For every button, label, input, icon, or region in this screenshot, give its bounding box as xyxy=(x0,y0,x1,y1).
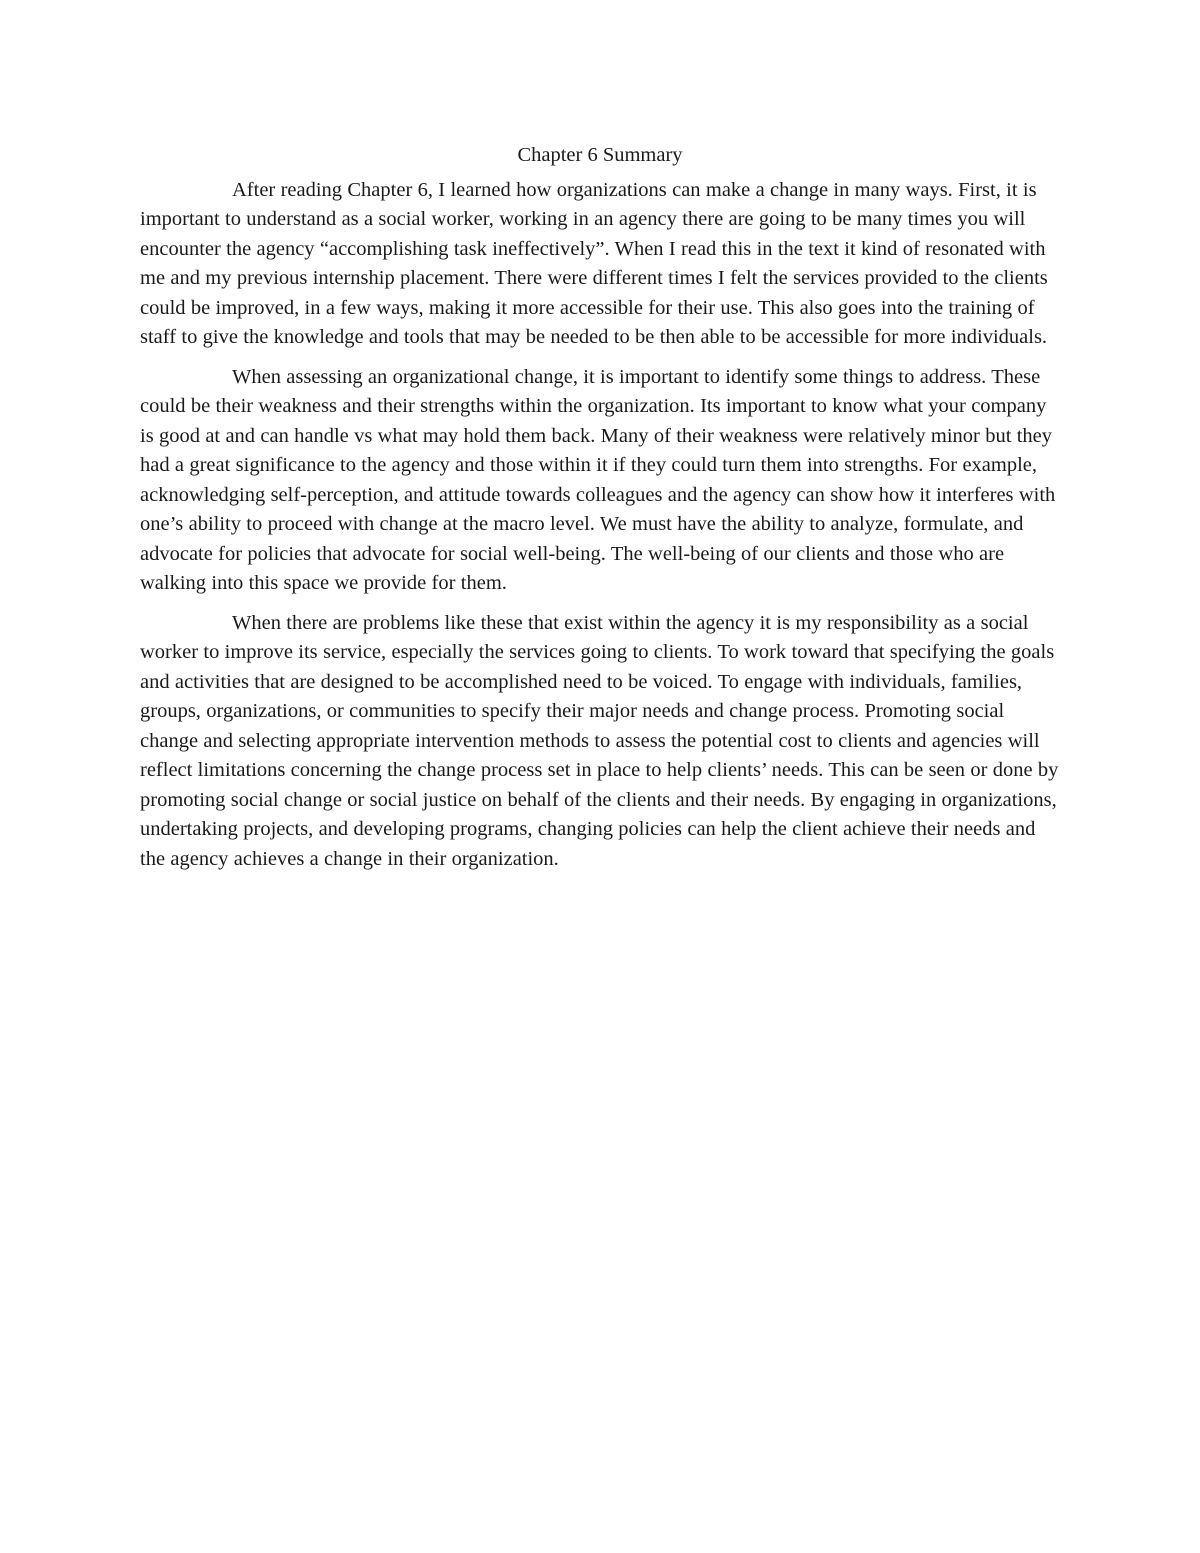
document-title: Chapter 6 Summary xyxy=(517,144,683,166)
paragraph-2: When assessing an organizational change, it is important to identify some things to address. These could be their weakness and their strengths within the organization. Its important to know what your company is good at and can handle vs what may hold them back. Many of their weakness were relatively minor but they had a great significance to the agency and those within it if they could turn them into strengths. For example, acknowledging self-perception, and attitude towards colleagues and the agency can show how it interferes with one’s ability to proceed with change at the macro level. We must have the ability to analyze, formulate, and advocate for policies that advocate for social well-being. The well-being of our clients and those who are walking into this space we provide for them. xyxy=(140,365,1056,594)
document-body xyxy=(140,141,1060,884)
paragraph-3: When there are problems like these that exist within the agency it is my responsibility as a social worker to improve its service, especially the services going to clients. To work toward that specifying the goals and activities that are designed to be accomplished need to be voiced. To engage with individuals, families, groups, organizations, or communities to specify their major needs and change process. Promoting social change and selecting appropriate intervention methods to assess the potential cost to clients and agencies will reflect limitations concerning the change process set in place to help clients’ needs. This can be seen or done by promoting social change or social justice on behalf of the clients and their needs. By engaging in organizations, undertaking projects, and developing programs, changing policies can help the client achieve their needs and the agency achieves a change in their organization. xyxy=(140,611,1059,870)
paragraph-1: After reading Chapter 6, I learned how organizations can make a change in many ways. First, it is important to understand as a social worker, working in an agency there are going to be many times you will encounter the agency “accomplishing task ineffectively”. When I read this in the text it kind of resonated with me and my previous internship placement. There were different times I felt the services provided to the clients could be improved, in a few ways, making it more accessible for their use. This also goes into the training of staff to give the knowledge and tools that may be needed to be then able to be accessible for more individuals. xyxy=(140,178,1048,348)
